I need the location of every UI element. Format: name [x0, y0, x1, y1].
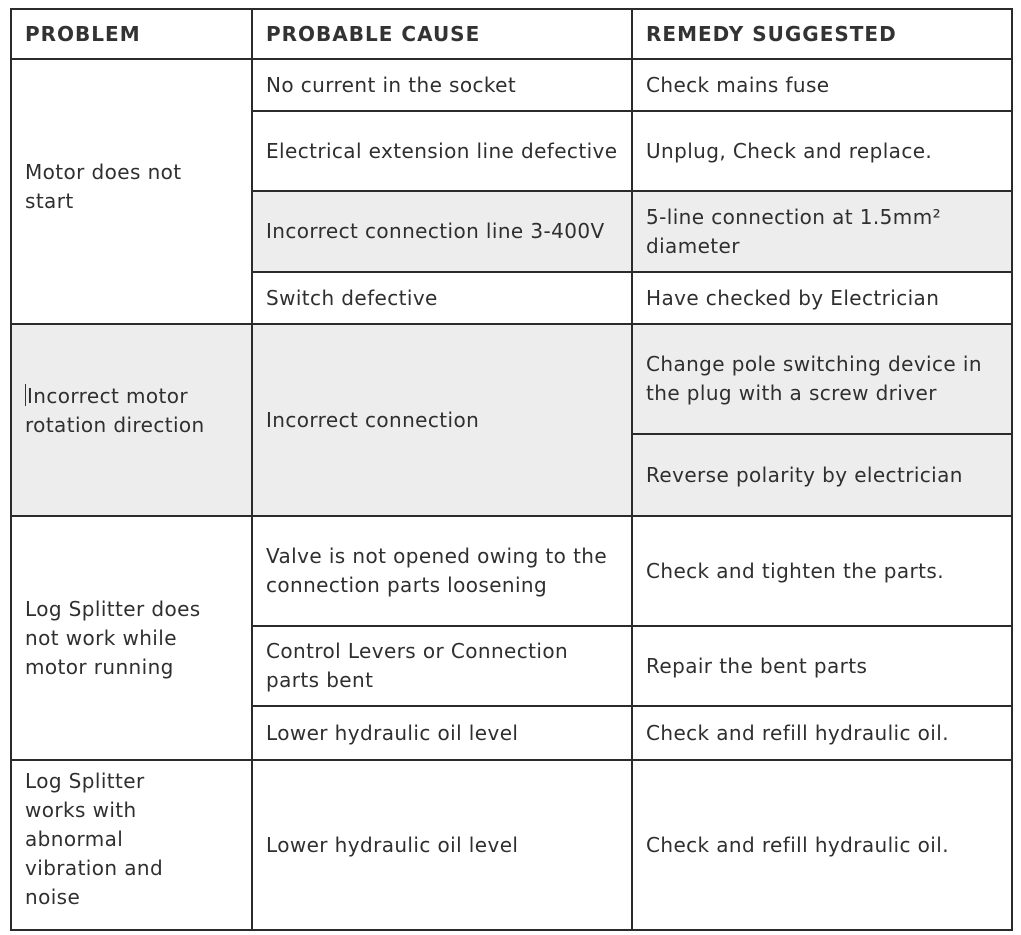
remedy-cell: Reverse polarity by electrician	[632, 434, 1012, 516]
table-row	[11, 516, 1012, 626]
header-remedy-suggested: REMEDY SUGGESTED	[632, 9, 1012, 59]
remedy-cell: Check mains fuse	[632, 59, 1012, 111]
cause-cell: Incorrect connection line 3-400V	[252, 191, 632, 272]
problem-cell	[11, 516, 252, 760]
table-row	[11, 324, 1012, 434]
cause-cell: No current in the socket	[252, 59, 632, 111]
problem-wrap	[25, 382, 238, 440]
problem-text: Motor does not start	[25, 159, 182, 213]
problem-cell	[11, 59, 252, 324]
remedy-cell: Check and refill hydraulic oil.	[632, 706, 1012, 760]
remedy-cell: Check and tighten the parts.	[632, 516, 1012, 626]
header-problem: PROBLEM	[11, 9, 252, 59]
cause-cell: Control Levers or Connection parts bent	[252, 626, 632, 706]
cause-cell: Incorrect connection	[252, 324, 632, 516]
table-row	[11, 760, 1012, 930]
remedy-cell: Have checked by Electrician	[632, 272, 1012, 324]
troubleshooting-table	[10, 8, 1013, 931]
problem-text: Incorrect motor rotation direction	[25, 384, 205, 437]
remedy-cell: Repair the bent parts	[632, 626, 1012, 706]
remedy-cell: 5-line connection at 1.5mm² diameter	[632, 191, 1012, 272]
problem-text: Log Splitter does not work while motor running	[25, 596, 201, 679]
table-row	[11, 59, 1012, 111]
problem-cell	[11, 760, 252, 930]
remedy-cell: Unplug, Check and replace.	[632, 111, 1012, 191]
header-probable-cause: PROBABLE CAUSE	[252, 9, 632, 59]
cause-cell: Valve is not opened owing to the connection parts loosening	[252, 516, 632, 626]
problem-text: Log Splitter works with abnormal vibration and noise	[25, 769, 164, 909]
cause-cell: Electrical extension line defective	[252, 111, 632, 191]
remedy-cell: Check and refill hydraulic oil.	[632, 760, 1012, 930]
cause-cell: Lower hydraulic oil level	[252, 706, 632, 760]
problem-cell	[11, 324, 252, 516]
cause-cell: Switch defective	[252, 272, 632, 324]
cause-cell: Lower hydraulic oil level	[252, 760, 632, 930]
header-row	[11, 9, 1012, 59]
remedy-cell: Change pole switching device in the plug with a screw driver	[632, 324, 1012, 434]
text-cursor	[25, 384, 26, 406]
